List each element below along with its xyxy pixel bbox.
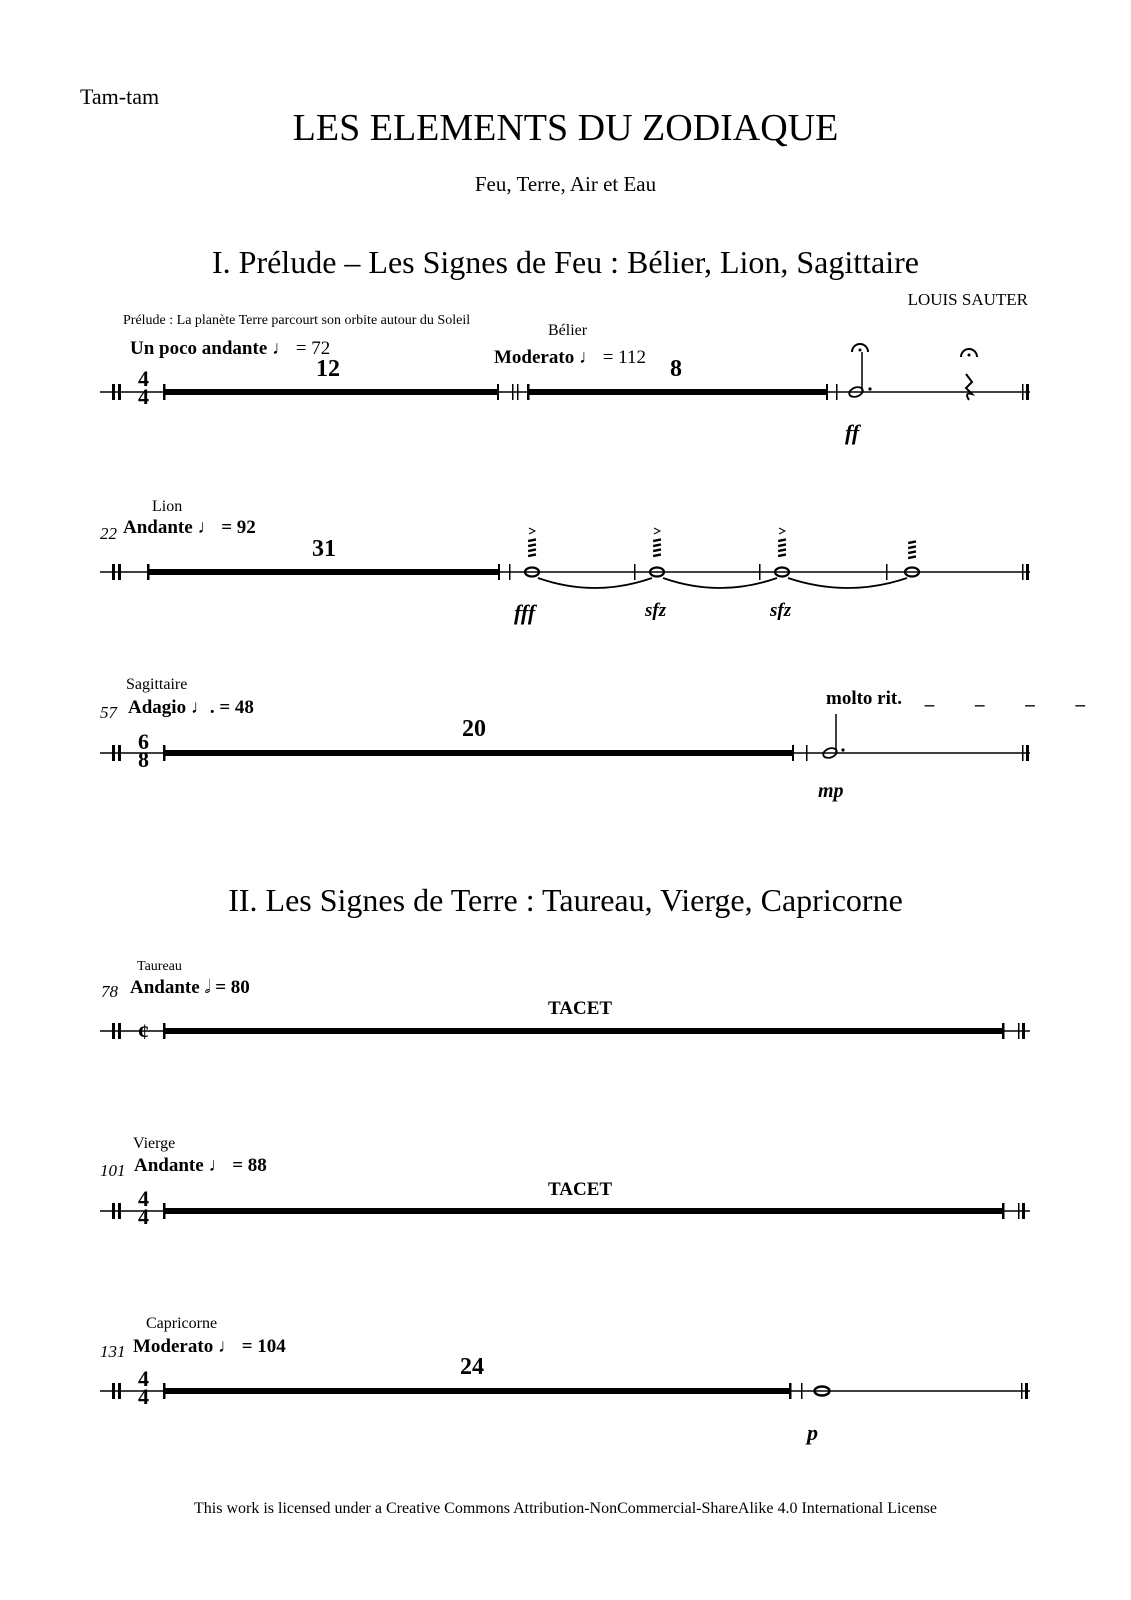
tempo-marking: Adagio ♩. = 48	[128, 697, 254, 718]
multi-rest-count: 20	[462, 716, 486, 742]
accent-icon	[529, 528, 785, 534]
tempo-marking: Andante ♩ = 88	[134, 1155, 267, 1176]
license-footer: This work is licensed under a Creative Commons Attribution-NonCommercial-ShareAlike 4.0 International License	[194, 1500, 937, 1517]
section-label-belier: Bélier	[548, 322, 588, 339]
staff-system-2	[0, 542, 1131, 622]
section-label-capricorne: Capricorne	[146, 1315, 218, 1332]
time-signature: 4 4	[138, 1366, 149, 1409]
staff-system-1	[0, 362, 1131, 422]
page-subtitle: Feu, Terre, Air et Eau	[474, 172, 657, 196]
time-signature: 6 8	[138, 729, 149, 772]
page-title: LES ELEMENTS DU ZODIAQUE	[292, 107, 839, 149]
instrument-name: Tam-tam	[80, 84, 160, 109]
composer: LOUIS SAUTER	[907, 290, 1028, 309]
time-signature: 4 4	[138, 366, 149, 409]
movement-title-1: I. Prélude – Les Signes de Feu : Bélier, Lion, Sagittaire	[211, 244, 919, 280]
quarter-note-icon: ♩	[578, 347, 598, 368]
quarter-note-icon: ♩	[208, 1155, 228, 1176]
tie-icon	[538, 578, 907, 588]
prelude-note: Prélude : La planète Terre parcourt son orbite autour du Soleil	[123, 313, 471, 328]
multi-rest-count: 24	[460, 1354, 484, 1380]
dynamic-marking: sfz	[645, 600, 667, 621]
section-label-lion: Lion	[152, 498, 183, 515]
tempo-marking: Un poco andante ♩ = 72	[130, 338, 331, 359]
staff-system-6	[0, 1361, 1131, 1421]
dotted-quarter-note-icon: ♩.	[190, 697, 215, 718]
dynamic-marking: p	[807, 1420, 818, 1445]
tempo-marking: Moderato ♩ = 104	[133, 1336, 286, 1357]
measure-number: 57	[100, 703, 117, 722]
dynamic-marking: ff	[845, 420, 860, 445]
cut-time-signature: ¢	[138, 1019, 149, 1044]
tremolo-icon	[528, 538, 916, 559]
quarter-note-icon: ♩	[217, 1336, 237, 1357]
staff-system-4	[0, 1001, 1131, 1061]
multi-rest-count: 31	[312, 536, 336, 562]
section-label-vierge: Vierge	[133, 1135, 176, 1152]
multi-rest-count: 8	[670, 356, 682, 382]
quarter-rest-icon	[966, 374, 972, 400]
half-note-icon: 𝅗𝅥	[204, 976, 211, 998]
dynamic-marking: fff	[514, 600, 536, 625]
section-label-taureau: Taureau	[137, 959, 182, 974]
measure-number: 22	[100, 524, 117, 543]
quarter-note-icon: ♩	[197, 517, 217, 538]
section-label-sagittaire: Sagittaire	[126, 676, 188, 693]
staff-system-3	[0, 723, 1131, 783]
tempo-marking: Andante ♩ = 92	[123, 517, 256, 538]
quarter-note-icon: ♩	[272, 338, 291, 359]
staff-system-5	[0, 1181, 1131, 1241]
expression-marking: molto rit. _ _ _ _	[826, 688, 1103, 709]
time-signature: 4 4	[138, 1186, 149, 1229]
dynamic-marking: mp	[818, 780, 844, 802]
dynamic-marking: sfz	[770, 600, 792, 621]
measure-number: 131	[100, 1342, 126, 1361]
tempo-marking: Andante 𝅗𝅥 = 80	[130, 976, 250, 998]
multi-rest-count: 12	[316, 356, 340, 382]
measure-number: 78	[101, 982, 118, 1001]
measure-number: 101	[100, 1161, 126, 1180]
tacet-label: TACET	[548, 1179, 613, 1200]
movement-title-2: II. Les Signes de Terre : Taureau, Vierge, Capricorne	[228, 882, 903, 918]
tacet-label: TACET	[548, 998, 613, 1019]
tempo-marking: Moderato ♩ = 112	[494, 347, 646, 368]
